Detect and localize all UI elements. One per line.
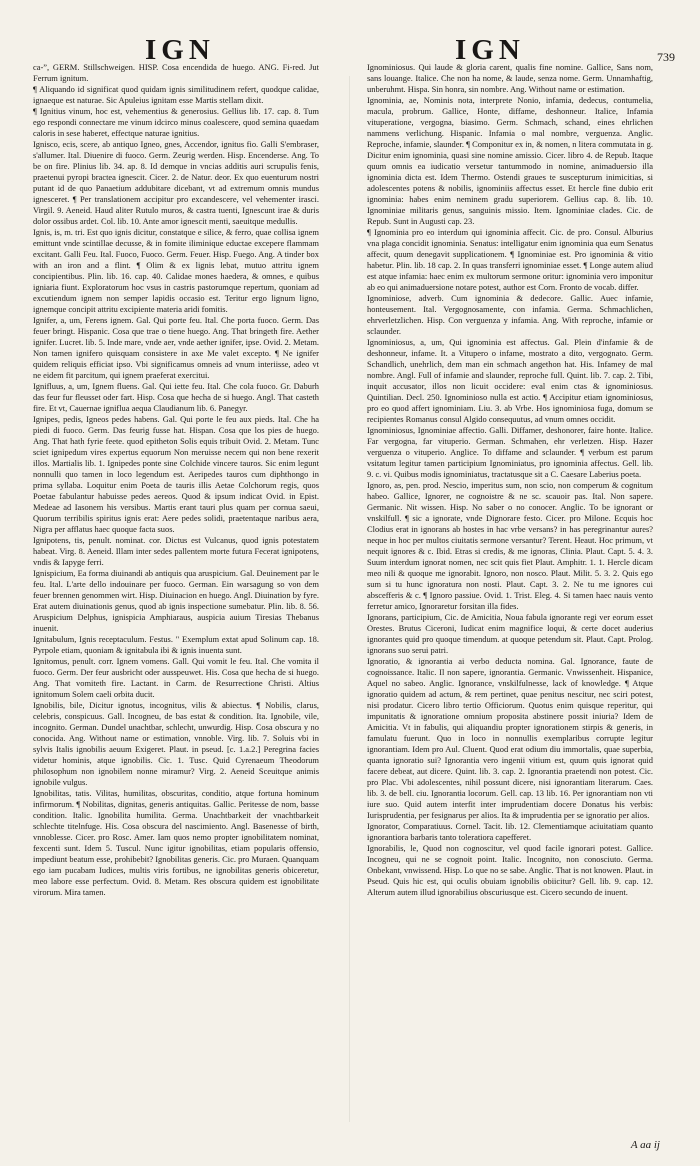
entry-paragraph: Ignominia, ae, Nominis nota, interprete Nonio, infamia, dedecus, contumelia, macula, probrum. Gallice, Honte, diffame, deshonneur. Italice, Infamia vituperatione, vergogna, biasimo. Germ. Schmach, schand, eines ehrlichen nammens verlichung. Hispanic. Infamia o mal nombre, verguenza. Anglic. Reproche, infamie, slaunder. ¶ Componitur ex in, & nomen, n litera commutata in g. Dicitur enim ignominia, quasi sine nomine amissio. Cicer. libro 4. de Repub. Itaque quum omnis ea iudicatio versetur tantummodo in nomine, animaduersio illa ignominia dicta est. Idem Thermo. Ostendi graues te suscepturum inimicitias, si adolescentes potens & nobilis, ignominiis affectus esset. Et hercle fine dubio erit ignominia: habes enim neminem gradu superiorem. Gellius cap. 8. lib. 10. Ignominiae militaris genus, sanguinis missio. Item. Ignominiae clades. Cic. de Repub. Sunt in Augusti cap. 23. — [367, 95, 653, 226]
entry-paragraph: ¶ Aliquando id significat quod quidam ignis similitudinem refert, quodque calidae, ignaeque est naturae. Sic Apuleius ignitam esse Martis stellam dixit. — [33, 84, 319, 105]
signature-mark: A aa ij — [630, 1139, 660, 1151]
entry-paragraph: Ignominiosus, Ignominiae affectio. Galli. Diffamer, deshonorer, faire honte. Italice. Far vergogna, far vituperio. German. Schmahen, ehr verletzen. Hisp. Hazer verguenza o vituperio. Anglice. To diffame and sclaunder. ¶ verbum est parum vsitatum legitur tamen participium Ignominiatus, pro ignominia affectus. Gell. lib. 9. c. vi. Quibus modis ignominiatus, tractatusque sit a C. Caesare Laberius poeta. — [367, 425, 653, 479]
left-column — [33, 62, 319, 1130]
entry-paragraph: Ignitomus, penult. corr. Ignem vomens. Gall. Qui vomit le feu. Ital. Che vomita il fuoco. Germ. Der feur ausbricht oder ausspeuwet. His. Cosa que hecha de si huego. Ang. That vomiteth fire. Lactant. in Carm. de Resurrectione Christi. Altius ignitomum Solem caeli orbita ducit. — [33, 656, 319, 699]
entry-paragraph: Ignifer, a, um, Ferens ignem. Gal. Qui porte feu. Ital. Che porta fuoco. Germ. Das feuer bringt. Hispanic. Cosa que trae o tiene huego. Ang. That bringeth fire. Aether ignifer. Lucret. lib. 5. Inde mare, vnde aer, vnde aether ignifer, ipse. Ovid. 2. Metam. Non tamen ignifero quisquam consistere in axe Me valet excepto. ¶ Ne ignifer quidem reliquis efficiat ipso. Vbi significamus omneis ad vnum interiisse, adeo vt ne eidem fit parcitum, qui ignem praeferat exercitui. — [33, 315, 319, 380]
entry-paragraph: Ignoro, as, pen. prod. Nescio, imperitus sum, non scio, non comperum & cognitum habeo. Gallice, Ignorer, ne cognoistre & ne sc. scauoir pas. Ital. Non sapere. Germanic. Nit wissen. Hisp. No saber o no conocer. Anglic. To be ignorant or vnskilfull. ¶ sic a ignorate, vnde Dignorare festo. Cicer. pro Milone. Ecquis hoc Clodius erat in ignorans ab hostes in hac vrbe versans? in has peregrinantur aures? neque in hoc per multos ciuitatis sermone versantur? Terent. Heaut. Hoc primum, vt nequit ignores & c. Ibid. Etras si credis, & me ignoras, Clinia. Plaut. Capt. 5. 4. 3. Suum interdum ignorat nomen, nec scit quis fiet Plaut. Amphitr. 1. 1. Hercle dicam meo nili & quoque me ignorabit. Ignoro, non nosco. Plaut. Milit. 5. 3. 2. Quis ego sum si tu hunc ignoratura non nosti. Plaut. Capt. 3. 2. Ne tu me ignores cui abscefferis & c. ¶ Ignoro passiue. Ovid. 1. Trist. Eleg. 4. Si tamen haec nauis vento ferretur amico, Ignoraretur forsitan illa fides. — [367, 480, 653, 611]
entry-paragraph: Ignisco, ecis, scere, ab antiquo Igneo, gnes, Accendor, ignitus fio. Galli S'embraser, s'allumer. Ital. Diuenire di fuoco. Germ. Zeurig werden. Hisp. Encenderse. Ang. To be on fire. Plinius lib. 34. ap. 8. Id demque in vncias additis auri scrupulis fenis, praetenui pyropi bractea ignescit. Cicer. 2. de Natur. deor. Ex quo euenturum nostri putant id de quo Panaetium addubitare dicebant, vt ad extremum omnis mundus ignesceret. ¶ Per translationem accipitur pro excandescere, vel vehementer irasci. Virgil. 9. Aeneid. Haud aliter Rutulo muros, & castra tuenti, Ignescunt irae & duris dolor ossibus ardet. Col. lib. 10. Ante amor ignescit menti, saeuitque medullis. — [33, 139, 319, 226]
entry-paragraph: Ignominiosus, a, um, Qui ignominia est affectus. Gal. Plein d'infamie & de deshonneur, infame. It. a Vitupero o infame, mostrato a dito, vergognato. Germ. Schandlich, unehrlich, dem man ein schmach angethon hat. His. Infamey de mal nombre. Angl. Full of infamie and slaunder, reproche full. Quint. lib. 7. cap. 2. Tibi, inquit accusator, illos non licuit occidere: eval enim ctas & ignominiosus. Quintilian. Decl. 250. Ignominioso nulla est actio. ¶ Accipitur etiam ignominiosus, pro eo quod affert ignominiam. Liu. 3. ab Vrbe. Hos ignominiosa fuga, domum se recipientes Romanus consul Algido consequutus, ad vnum omnes occidit. — [367, 337, 653, 424]
entry-paragraph: Ignobilitas, tatis. Vilitas, humilitas, obscuritas, conditio, atque fortuna hominum infirmorum. ¶ Nobilitas, dignitas, generis antiquitas. Gallic. Peritesse de nom, basse condition. Italic. Ignobilita humilita. Germa. Unachtbarkeit der vnachtbarkeit schlechte titelnfuge. His. Cosa obscura del nascimiento. Angl. Basenesse of birth, vnnoblesse. Cicer. pro Rosc. Amer. Iam quos nemo propter ignobilitatem nominat, fexcenti sunt. Idem 5. Tuscul. Nunc igitur ignobilitas, etiam popularis offensio, impediunt beatum esse, prohibebit? Ignobilitas generis. Cic. pro Muraen. Quanquam ego iam pucabam Iudices, multis viris fortibus, ne ignobilitas generis obiceretur, meo labore esse perfectum. Ovid. 8. Metam. Res obscura quidem est ignobilitate virorum. Mira tamen. — [33, 788, 319, 897]
right-column — [367, 62, 653, 1130]
entry-paragraph: Ignobilis, bile, Dicitur ignotus, incognitus, vilis & abiectus. ¶ Nobilis, clarus, celebris, conspicuus. Gall. Incogneu, de bas estat & condition. Ita. Ignobile, vile, incognito. German. Dundel unachtbar, schlecht, unwurdig. Hisp. Cosa obscura y no conocida. Ang. Without name or estimation, vnnoble. Virg. lib. 7. Soluis vbi in sylvis Italis ignobilis aeuum Exigeret. Plaut. in pseud. [c. 1.a.2.] Peregrina facies videtur hominis, atque ignobilis. Cic. 1. Tusc. Quid Cyrenaeum Theodorum philosophum non ignobilem nonne miramur? Virg. 2. Aeneid Sceuitque animis ignobile vulgus. — [33, 700, 319, 787]
entry-paragraph: Ignifluus, a, um, Ignem fluens. Gal. Qui iette feu. Ital. Che cola fuoco. Gr. Daburh das feur fur fleusset oder fart. Hisp. Cosa que hecha de si huego. Angl. That casteth fire. Et vt, Cauernae igniflua aequa Claudianum lib. 6. Panegyr. — [33, 381, 319, 413]
entry-paragraph: ¶ Ignitius vinum, hoc est, vehementius & generosius. Gellius lib. 17. cap. 8. Tum ego respondi connectare me vinum idcirco minus coalescere, quod semina quaedam caloris in sese haberet, effectque naturae ignitius. — [33, 106, 319, 138]
entry-paragraph: ca-”, GERM. Stillschweigen. HISP. Cosa encendida de huego. ANG. Fi-red. Jut Ferrum ignitum. — [33, 62, 319, 83]
entry-paragraph: Ignitabulum, Ignis receptaculum. Festus. " Exemplum extat apud Solinum cap. 18. Pyrpole etiam, quoniam & ignitabula ibi & ignis inuenta sunt. — [33, 634, 319, 655]
entry-paragraph: Ignorans, participium, Cic. de Amicitia, Noua fabula ignorante regi ver eorum esset Orestes. Brutus Ciceroni, Iudicat enim magnifice loqui, & certe docet auderius ignorantes quid pro quoque timendum. at quoque petendum sit. Plaut. Capt. Prolog. ignorans suo serui patri. — [367, 612, 653, 655]
entry-paragraph: Ignis, is, m. tri. Est quo ignis dicitur, constatque e silice, & ferro, quae collisa ignem emittunt vnde scintillae decusse, & in fomite iliminique eductae excepere flammam excitant. Galli Feu. Ital. Fuoco, Fuoco. Germ. Feuer. Hisp. Fuego. Ang. A tinder box with an iron and a flint. ¶ Olim & ex lignis lebat, mutuo attritu ignem concipientibus. Plin. lib. 16. cap. 40. Calidae mones haedera, & omnes, e quibus igniaria fiunt. Exploratorum hoc vsus in castris pastorumque repertum, quoniam ad excutiendum ignem non semper lapidis occasio est. Teritur ergo lignum ligno, ignemque concipit attritu excipiente materia aridi fomitis. — [33, 227, 319, 314]
running-head-left: IGN — [145, 34, 215, 66]
running-head-right: IGN — [455, 34, 525, 66]
column-gutter — [349, 76, 350, 1122]
entry-paragraph: Ignominiosus. Qui laude & gloria carent, qualis fine nomine. Gallice, Sans nom, sans louange. Italice. Che non ha nome, & laude, senza nome. Germ. Unnamhaftig, unberuhmt. Hispa. Sin honra, sin nombre. Ang. Without name or estimation. — [367, 62, 653, 94]
entry-paragraph: Ignoratio, & ignorantia ai verbo deducta nomina. Gal. Ignorance, faute de cognoissance. Italic. Il non sapere, ignorantia. Germanic. Vnwissenheit. Hispanice, Aquel no sabeo. Anglic. Ignorance, vnskilfulnesse, lack of knowledge. ¶ Atque ignoratio quidem ad actum, & rem pertinet, quae penitus nescitur, nec sciri potest, nisi prodatur. Cicero libro tertio Officiorum. Quotus enim quisque reperitur, qui impunitatis & ignoratione omnium proposita abstinere possit iniuria? Idem de Amicitia. Vt in fabulis, qui aliquandiu propter ignorationem stirpis & generis, in famulatu fuerunt. Quo in loco in nonnullis exemplaribus corrupte legitur ignorantiam. Idem pro Aul. Cluent. Quod erat odium diu immortalis, quae superbia, quanta ignoratio sui? Ignorantia vero ingenii vitium est, quum quis ignorat quid facere debeat, aut dicere. Quint. lib. 3. cap. 2. Ignorantia praetendi non potest. Cic. pro Plac. Vbi adolescentes, nihil possunt dicere, nisi ignorantiam literarum. Caes. lib. 3. de bell. ciu. Ignorantia locorum. Gell. cap. 13 lib. 16. Per ignorantiam non vti iure suo. Quid autem interfit inter imprudentiam docere Donatus his verbis: Iurisprudentia, per fesignarus per alios. Ita & imprudentia per se ignoratio per alios. — [367, 656, 653, 820]
page-number: 739 — [657, 50, 675, 64]
entry-paragraph: Ignispicium, Ea forma diuinandi ab antiquis qua aruspicium. Gal. Deuinement par le feu. Ital. L'arte dello indouinare per fuoco. German. Ein warsagung so von dem feuer brennen genommen wirt. Hisp. Diuinacion en huego. Angl. Diuination by fyre. Erat autem diuinationis genus, quod ab ignis inspectione sumebatur. Plin. lib. 8. 56. Aruspicium Delphus, ignispicia Amphiaraus, auspicia auium Tiresias Thebanus inuenit. — [33, 568, 319, 633]
entry-paragraph: Ignorabilis, le, Quod non cognoscitur, vel quod facile ignorari potest. Gallice. Incogneu, qui ne se cognoit point. Italic. Incognito, non conosciuto. Germa. Onbekant, vnwissend. Hisp. Lo que no se sabe. Anglic. That is not knowen. Plaut. in Pseud. Quis hic est, qui oculis obuiam ignobilis obiicitur? Gell. lib. 9. cap. 12. Alterum autem illud ignorabilius obscuriusque est. Cicero secundo de inuent. — [367, 843, 653, 897]
entry-paragraph: Ignipes, pedis, Igneos pedes habens. Gal. Qui porte le feu aux pieds. Ital. Che ha piedi di fuoco. Germ. Das feurig fusse hat. Hispan. Cosa que los pies de huego. Ang. That hath fyrie feete. quod epitheton Solis equis tribuit Ovid. 2. Metam. Tunc sciet ignipedum vires expertus equorum Non meruisse necem qui non bene rexerit illos. Martialis lib. 1. Ignipedes ponte sine Colchide vincere tauros. Sic enim legunt nonnulli quo tamen in loco legendum est. Aeripedes tauros cum diphthongo in prima syllaba. Loquitur enim Poeta de tauris illis Aetae Colchorum regis, quos Poetae fabulantur habuisse pedes aereos. Quod & ipsum indicat Ovid. in Epist. Medeae ad Iasonem his versibus. Martis erant tauri plus quam per cornua saeui, Quorum terribilis spiritus ignis erat: Aere pedes solidi, praetentaque naribus aera, Nigra per afflatus haec quoque facta suos. — [33, 414, 319, 534]
entry-paragraph: Ignominiose, adverb. Cum ignominia & dedecore. Gallic. Auec infamie, honteusement. Ital. Vergognosamente, con infamia. Germa. Schmachlichen, ehrverletzlichen. Hisp. Con verguenza y infamia. Ang. With reproche, infamie or sclaunder. — [367, 293, 653, 336]
entry-paragraph: ¶ Ignominia pro eo interdum qui ignominia affecit. Cic. de pro. Consul. Alburius vna plaga concidit ignominia. Senatus: intelligatur enim ignominia qua eum Senatus affecit, quum denegavit supplicationem. ¶ Ignominiae est. Pro ignominia & vitio habetur. Plin. lib. 18 cap. 2. In quas transferri ignominiae esset. ¶ Longe autem aliud est atque infamia: haec enim ex multorum sermone oritur: ignominia vero imponitur ab eo qui animaduersione notare potest, author est Corn. Fronto de vocab. differ. — [367, 227, 653, 292]
entry-paragraph: Ignorator, Comparatiuus. Cornel. Tacit. lib. 12. Clementiamque aciuitatiam quanto ignorantiora barbaris tanto toleratiora capefferet. — [367, 821, 653, 842]
entry-paragraph: Ignipotens, tis, penult. nominat. cor. Dictus est Vulcanus, quod ignis potestatem habeat. Virg. 8. Aeneid. Illam inter sedes pallentem morte futura Fecerat ignipotens, vndis & Iapyge ferri. — [33, 535, 319, 567]
